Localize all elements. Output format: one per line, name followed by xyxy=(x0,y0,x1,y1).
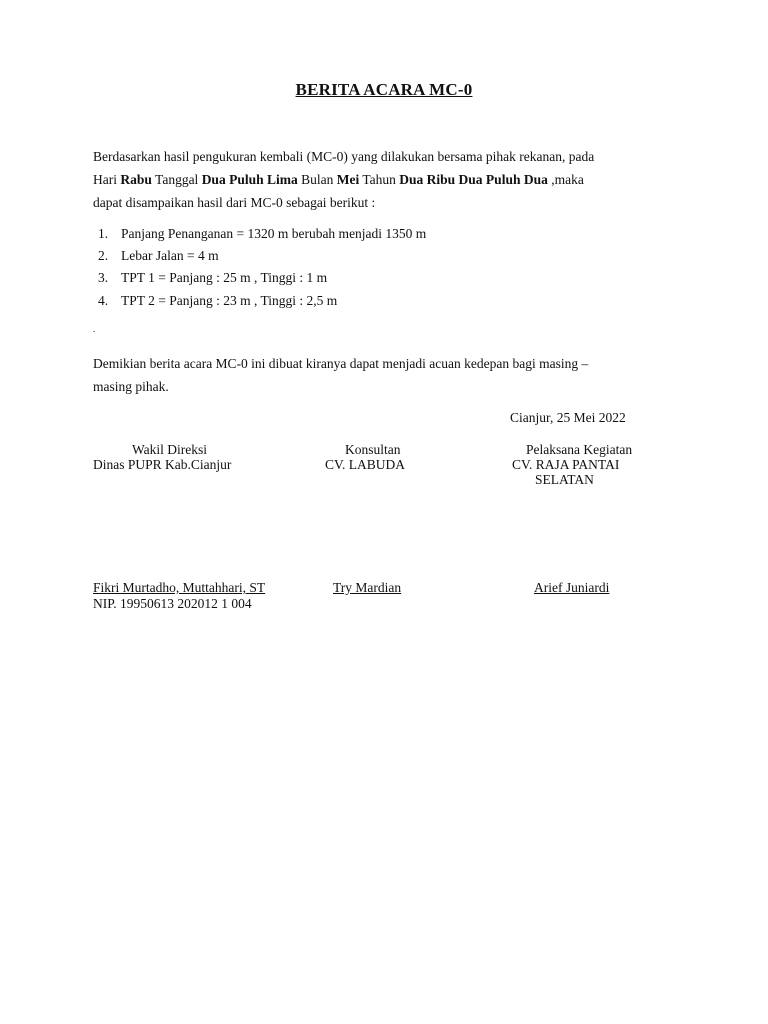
stray-dot: . xyxy=(93,324,96,334)
right-org-line-2: SELATAN xyxy=(535,472,594,487)
list-number: 2. xyxy=(98,248,109,263)
list-number: 3. xyxy=(98,270,109,285)
intro-year-words: Dua Ribu Dua Puluh Dua xyxy=(399,172,548,187)
place-date: Cianjur, 25 Mei 2022 xyxy=(510,410,626,425)
middle-org: CV. LABUDA xyxy=(325,457,406,472)
middle-signatory-name: Try Mardian xyxy=(333,580,402,595)
right-org-line-1: CV. RAJA PANTAI xyxy=(512,457,620,472)
list-item: Panjang Penanganan = 1320 m berubah menjadi 1350 m xyxy=(121,226,427,241)
left-signatory-nip: NIP. 19950613 202012 1 004 xyxy=(93,596,252,611)
intro-line-1: Berdasarkan hasil pengukuran kembali (MC-0) yang dilakukan bersama pihak rekanan, pada xyxy=(93,149,595,164)
closing-line-2: masing pihak. xyxy=(93,379,169,394)
intro-line-2: Hari Rabu Tanggal Dua Puluh Lima Bulan Mei Tahun Dua Ribu Dua Puluh Dua ,maka xyxy=(93,172,584,187)
list-item: TPT 2 = Panjang : 23 m , Tinggi : 2,5 m xyxy=(121,293,338,308)
right-signatory-name: Arief Juniardi xyxy=(534,580,610,595)
list-item: TPT 1 = Panjang : 25 m , Tinggi : 1 m xyxy=(121,270,328,285)
intro-month: Mei xyxy=(336,172,360,187)
left-signatory-name: Fikri Murtadho, Muttahhari, ST xyxy=(93,580,266,595)
right-role: Pelaksana Kegiatan xyxy=(526,442,633,457)
list-number: 4. xyxy=(98,293,109,308)
closing-line-1: Demikian berita acara MC-0 ini dibuat kiranya dapat menjadi acuan kedepan bagi masing – xyxy=(93,356,589,371)
intro-line-3: dapat disampaikan hasil dari MC-0 sebagai berikut : xyxy=(93,195,376,210)
list-item: Lebar Jalan = 4 m xyxy=(121,248,219,263)
left-org: Dinas PUPR Kab.Cianjur xyxy=(93,457,232,472)
document-title: BERITA ACARA MC-0 xyxy=(295,80,473,99)
intro-day: Rabu xyxy=(120,172,152,187)
intro-date-words: Dua Puluh Lima xyxy=(201,172,298,187)
list-number: 1. xyxy=(98,226,109,241)
middle-role: Konsultan xyxy=(345,442,401,457)
left-role: Wakil Direksi xyxy=(132,442,208,457)
